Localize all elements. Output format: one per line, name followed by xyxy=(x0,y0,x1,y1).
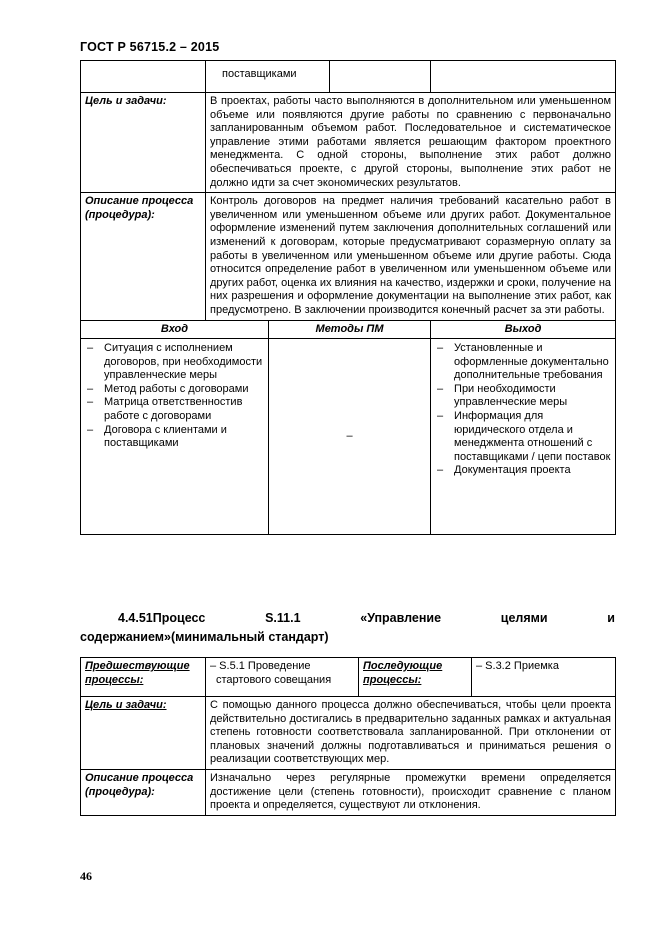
goal-label: Цель и задачи: xyxy=(81,697,206,770)
goal-label: Цель и задачи: xyxy=(81,93,206,193)
inputs-cell xyxy=(81,339,269,535)
table-row xyxy=(81,61,616,93)
description-text: Изначально через регулярные промежутки времени определяется достижение цели (степень готовности), происходит сравнение с планом проекта и определяется, существуют ли отклонения. xyxy=(206,769,616,815)
page-number: 46 xyxy=(80,869,92,883)
table-row xyxy=(81,769,616,815)
section-heading: 4.4.51Процесс S.11.1 «Управление целями и содержанием»(минимальный стандарт) xyxy=(80,611,615,644)
cell-continuation xyxy=(206,61,431,93)
description-label: Описание процесса (процедура): xyxy=(81,769,206,815)
continuation-text: поставщиками xyxy=(222,68,297,80)
goal-text: С помощью данного процесса должно обеспечиваться, чтобы цели проекта действительно достигались в предварительно заданных рамках и актуальная степень готовности соответствовала запланированной. При отклонении от плановых значений должны подготавливаться и приниматься решения о реализации соответствующих мер. xyxy=(206,697,616,770)
input-header: Вход xyxy=(81,320,269,339)
table-row xyxy=(81,193,616,320)
list-item: – При необходимости управленческие меры xyxy=(435,383,611,410)
methods-header: Методы ПМ xyxy=(269,320,431,339)
list-item: – Установленные и оформленные документально дополнительные требования xyxy=(435,342,611,383)
output-header: Выход xyxy=(431,320,616,339)
description-text: Контроль договоров на предмет наличия требований касательно работ в увеличенном или уменьшенном объеме или других работ. Документальное оформление изменений путем заключения дополнительных соглашений или изменений к договорам, которые предусматривают соразмерную оплату за работы в увеличенном или уменьшенном объеме или другие работы. Сюда относится определение работ в увеличенном или уменьшенном объеме или других работ, оценка их влияния на качество, издержки и сроки, получение на них разрешения и оформление документации на выполнение этих работ, как предусмотрено. В заключении производится конечный расчет за эти работы. xyxy=(206,193,616,320)
list-item: – Метод работы с договорами xyxy=(85,383,264,397)
document-code-header: ГОСТ Р 56715.2 – 2015 xyxy=(80,40,220,54)
previous-processes-value: – S.5.1 Проведение стартового совещания xyxy=(206,658,359,697)
table-row xyxy=(81,339,616,535)
methods-cell: – xyxy=(269,339,431,535)
next-processes-value: – S.3.2 Приемка xyxy=(472,658,616,697)
next-processes-label: Последующие процессы: xyxy=(359,658,472,697)
list-item: – Договора с клиентами и поставщиками xyxy=(85,424,264,451)
inputs-list xyxy=(85,342,264,451)
list-item: – Ситуация с исполнением договоров, при необходимости управленческие меры xyxy=(85,342,264,383)
list-item: – Информация для юридического отдела и менеджмента отношений с поставщиками / цепи поставок xyxy=(435,410,611,464)
outputs-list xyxy=(435,342,611,478)
outputs-cell xyxy=(431,339,616,535)
list-item: – Матрица ответственностив работе с договорами xyxy=(85,396,264,423)
table-row xyxy=(81,697,616,770)
table-row xyxy=(81,93,616,193)
table-row xyxy=(81,658,616,697)
previous-processes-label: Предшествующие процессы: xyxy=(81,658,206,697)
table-row xyxy=(81,320,616,339)
list-item: – Документация проекта xyxy=(435,464,611,478)
process-table-2 xyxy=(80,657,616,816)
description-label: Описание процесса (процедура): xyxy=(81,193,206,320)
process-table-1 xyxy=(80,60,616,535)
goal-text: В проектах, работы часто выполняются в дополнительном или уменьшенном объеме или появляются другие работы по сравнению с первоначально запланированным объемом работ. Последовательное и систематическое управление этими работами является решающим фактором проектного менеджмента. С одной стороны, выполнение этих работ должно обеспечиваться проекте, с другой стороны, выполнение этих работ не должно идти за счет экономических результатов. xyxy=(206,93,616,193)
